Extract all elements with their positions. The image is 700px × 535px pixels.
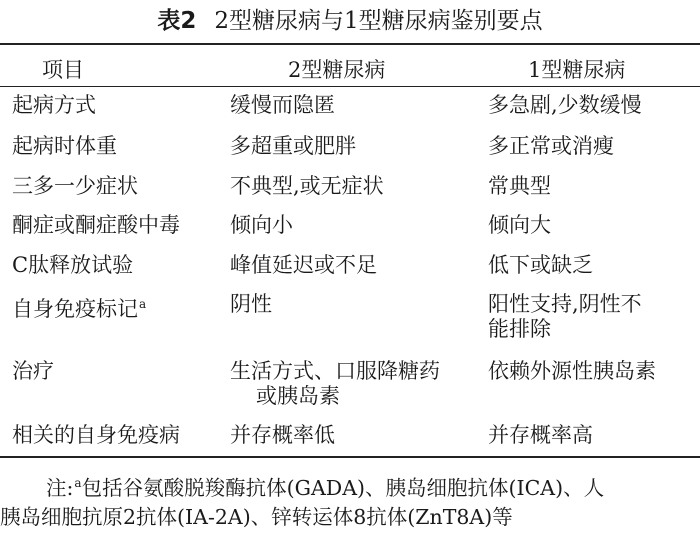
cell-text: 多超重或肥胖 [230,134,356,158]
footnote-text: 包括谷氨酸脱羧酶抗体(GADA)、胰岛细胞抗体(ICA)、人 [81,475,605,500]
cell-text: 并存概率低 [230,423,335,447]
cell-text: 酮症或酮症酸中毒 [12,213,180,237]
cell-text: 生活方式、口服降糖药 [230,359,440,383]
row-t2-onset [230,93,335,118]
row-t2-related-disease [230,423,335,448]
row-item-treatment [12,359,54,384]
cell-text: 相关的自身免疫病 [12,423,180,447]
cell-text: 自身免疫标记 [12,297,138,321]
footnote-line-2 [0,504,700,530]
row-t1-symptoms [488,174,551,199]
table-header [0,45,700,86]
cell-text: 缓慢而隐匿 [230,93,335,117]
cell-text: 依赖外源性胰岛素 [488,359,656,383]
row-t1-onset [488,93,642,118]
header-item: 项目 [42,58,84,82]
cell-text: C肽释放试验 [12,253,134,277]
cell-text: 低下或缺乏 [488,253,593,277]
table-number: 表2 [157,8,197,34]
cell-text: 多急剧,少数缓慢 [488,93,642,117]
row-item-related-disease [12,423,180,448]
cell-text: 起病时体重 [12,134,117,158]
cell-text: 起病方式 [12,93,96,117]
row-item-onset [12,93,96,118]
bottom-rule [0,456,700,458]
footnote-marker: a [74,476,82,490]
row-item-cpeptide [12,253,133,278]
table-title [0,6,700,36]
cell-text: 不典型,或无症状 [230,174,384,198]
cell-text: 三多一少症状 [12,174,138,198]
row-t2-weight [230,134,356,159]
footnote-marker: a [139,297,147,311]
row-item-autoimmune-markers [12,292,146,322]
header-type1: 1型糖尿病 [528,58,626,82]
cell-text: 峰值延迟或不足 [230,253,377,277]
header-rule [0,86,700,87]
row-item-ketosis [12,213,180,238]
table-title-text: 2型糖尿病与1型糖尿病鉴别要点 [214,8,543,34]
row-t1-treatment [488,359,656,384]
row-t1-autoimmune-markers [488,292,642,342]
footnote-line-1 [46,470,700,501]
cell-text: 能排除 [488,317,551,341]
header-type2: 2型糖尿病 [288,58,386,82]
row-t2-symptoms [230,174,384,199]
row-t1-related-disease [488,423,593,448]
cell-text: 多正常或消瘦 [488,134,614,158]
cell-text: 或胰岛素 [256,384,340,408]
row-t2-treatment [230,359,440,409]
cell-text: 治疗 [12,359,54,383]
row-t2-ketosis [230,213,293,238]
cell-text: 倾向大 [488,213,551,237]
row-t1-cpeptide [488,253,593,278]
cell-text: 阳性支持,阴性不 [488,292,642,316]
row-t1-weight [488,134,614,159]
row-item-weight [12,134,117,159]
cell-text: 倾向小 [230,213,293,237]
footnote-prefix: 注: [46,475,74,500]
row-t1-ketosis [488,213,551,238]
cell-text: 常典型 [488,174,551,198]
row-t2-autoimmune-markers [230,292,272,317]
cell-text: 并存概率高 [488,423,593,447]
cell-text: 阴性 [230,292,272,316]
footnote-text: 胰岛细胞抗原2抗体(IA-2A)、锌转运体8抗体(ZnT8A)等 [0,505,513,529]
row-t2-cpeptide [230,253,377,278]
row-item-symptoms [12,174,138,199]
